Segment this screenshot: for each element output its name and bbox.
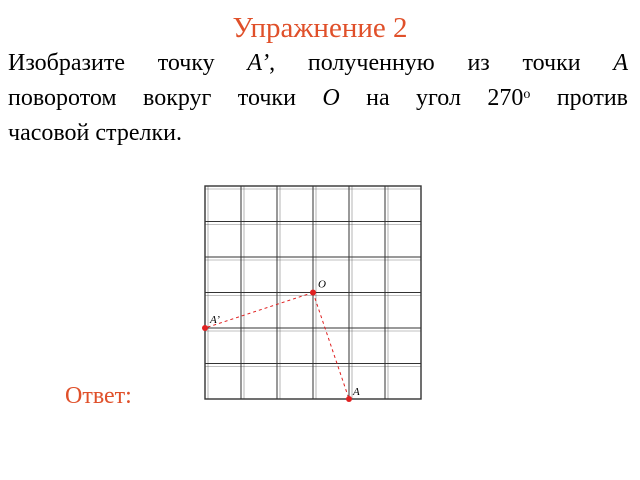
point-label-A: A	[353, 386, 360, 398]
point-label-A_prime: A’	[210, 314, 220, 326]
slide-title: Упражнение 2	[232, 12, 408, 44]
problem-text: на угол 270	[339, 85, 524, 111]
point-a-prime-name: A’	[247, 50, 270, 76]
segment-O-A_prime	[205, 293, 313, 329]
points	[202, 279, 360, 403]
point-label-O: O	[318, 278, 326, 291]
segment-O-A	[313, 293, 349, 400]
problem-text: Изобразите точку	[8, 50, 248, 76]
problem-text: против	[530, 85, 629, 111]
point-A_prime	[202, 325, 208, 331]
problem-text: поворотом вокруг точки	[8, 85, 323, 111]
problem-line-3: часовой стрелки.	[8, 120, 182, 146]
degree-mark: o	[523, 87, 531, 102]
point-O	[310, 290, 316, 296]
problem-text: , полученную из точки	[269, 50, 614, 76]
point-a-name: A	[613, 50, 628, 76]
point-o-name: O	[322, 85, 340, 111]
point-A	[346, 396, 352, 402]
answer-label: Ответ:	[65, 383, 132, 409]
